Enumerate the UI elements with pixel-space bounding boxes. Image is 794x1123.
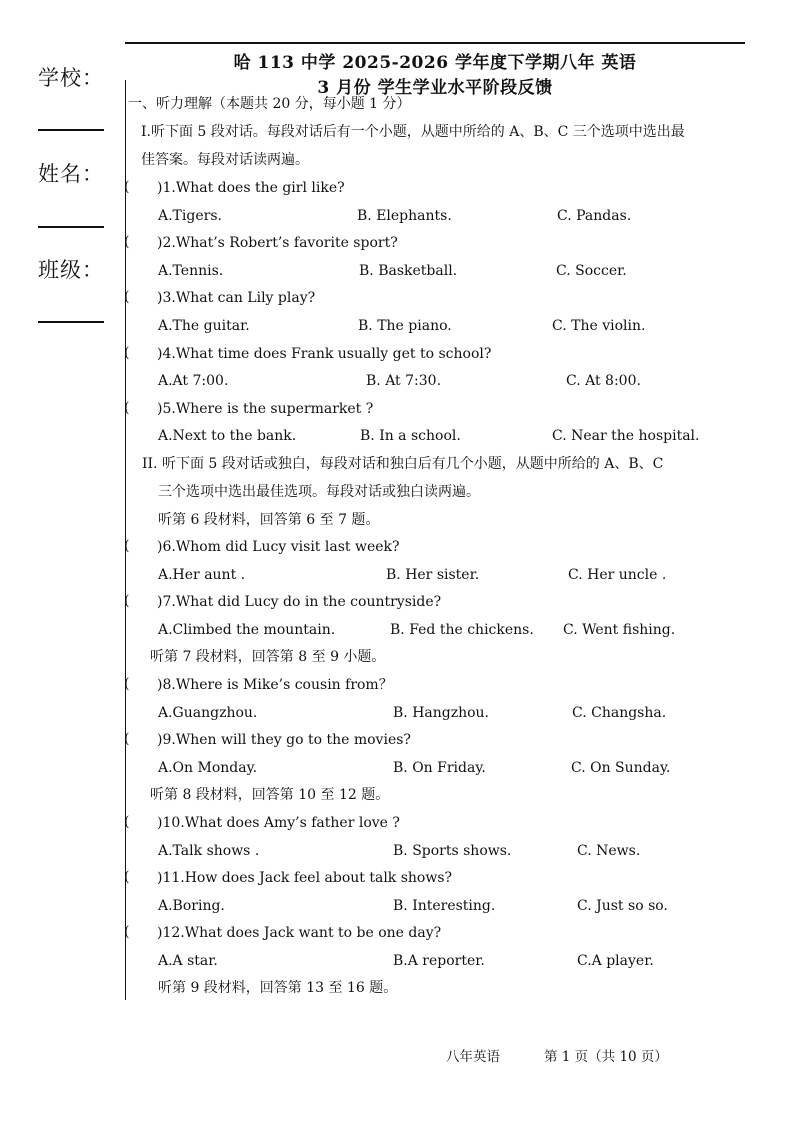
question-12: )12.What does Jack want to be one day?: [157, 925, 442, 941]
answer-paren: (: [124, 676, 130, 692]
question-3-option-b: B. The piano.: [358, 318, 452, 334]
answer-paren: (: [124, 731, 130, 747]
section-heading: 一、听力理解（本题共 20 分，每小题 1 分）: [128, 96, 411, 112]
answer-paren: (: [124, 345, 130, 361]
material-8-note: 听第 8 段材料，回答第 10 至 12 题。: [150, 787, 390, 803]
answer-paren: (: [124, 289, 130, 305]
question-10-option-b: B. Sports shows.: [393, 843, 512, 859]
answer-paren: (: [124, 538, 130, 554]
question-11-option-a: A.Boring.: [158, 898, 225, 914]
question-12-option-b: B.A reporter.: [393, 953, 485, 969]
question-3-option-a: A.The guitar.: [158, 318, 250, 334]
question-9: )9.When will they go to the movies?: [157, 732, 411, 748]
name-blank: [38, 226, 104, 228]
question-8: )8.Where is Mike’s cousin from？: [157, 677, 393, 693]
answer-paren: (: [124, 593, 130, 609]
question-1-option-a: A.Tigers.: [158, 208, 222, 224]
question-5-option-a: A.Next to the bank.: [158, 428, 297, 444]
question-12-option-a: A.A star.: [158, 953, 218, 969]
question-10-option-a: A.Talk shows .: [158, 843, 260, 859]
question-11-option-c: C. Just so so.: [577, 898, 668, 914]
question-4-option-c: C. At 8:00.: [566, 373, 641, 389]
question-6-option-b: B. Her sister.: [386, 567, 480, 583]
part2-instruction-line1: II. 听下面 5 段对话或独白，每段对话和独白后有几个小题，从题中所给的 A、B、C: [142, 456, 664, 472]
question-10-option-c: C. News.: [577, 843, 641, 859]
answer-paren: (: [124, 869, 130, 885]
question-2-option-c: C. Soccer.: [556, 263, 627, 279]
exam-title: 哈 113 中学 2025-2026 学年度下学期八年 英语: [233, 53, 637, 73]
material-9-note: 听第 9 段材料，回答第 13 至 16 题。: [158, 980, 398, 996]
question-6: )6.Whom did Lucy visit last week?: [157, 539, 400, 555]
question-2-option-a: A.Tennis.: [158, 263, 224, 279]
question-7: )7.What did Lucy do in the countryside?: [157, 594, 442, 610]
question-5: )5.Where is the supermarket ?: [157, 401, 374, 417]
exam-subtitle: 3 月份 学生学业水平阶段反馈: [317, 78, 553, 98]
question-8-option-a: A.Guangzhou.: [158, 705, 258, 721]
answer-paren: (: [124, 400, 130, 416]
material-6-note: 听第 6 段材料，回答第 6 至 7 题。: [158, 512, 380, 528]
question-7-option-a: A.Climbed the mountain.: [158, 622, 336, 638]
question-4-option-a: A.At 7:00.: [158, 373, 229, 389]
part1-instruction-line1: I.听下面 5 段对话。每段对话后有一个小题，从题中所给的 A、B、C 三个选项中选出最: [141, 124, 685, 140]
class-blank: [38, 321, 104, 323]
question-4-option-b: B. At 7:30.: [366, 373, 442, 389]
material-7-note: 听第 7 段材料，回答第 8 至 9 小题。: [150, 649, 386, 665]
question-5-option-c: C. Near the hospital.: [552, 428, 700, 444]
question-4: )4.What time does Frank usually get to school?: [157, 346, 492, 362]
question-1-option-c: C. Pandas.: [557, 208, 632, 224]
name-label: 姓名：: [38, 162, 104, 186]
question-11: )11.How does Jack feel about talk shows?: [157, 870, 453, 886]
question-12-option-c: C.A player.: [577, 953, 654, 969]
question-8-option-b: B. Hangzhou.: [393, 705, 490, 721]
question-3-option-c: C. The violin.: [552, 318, 646, 334]
answer-paren: (: [124, 234, 130, 250]
top-rule: [125, 42, 745, 44]
part1-instruction-line2: 佳答案。每段对话读两遍。: [141, 152, 309, 168]
footer-subject: 八年英语: [446, 1049, 500, 1065]
question-1-option-b: B. Elephants.: [357, 208, 452, 224]
question-7-option-c: C. Went fishing.: [563, 622, 676, 638]
question-9-option-b: B. On Friday.: [393, 760, 486, 776]
answer-paren: (: [124, 179, 130, 195]
answer-paren: (: [124, 814, 130, 830]
question-9-option-a: A.On Monday.: [158, 760, 258, 776]
answer-paren: (: [124, 924, 130, 940]
part2-instruction-line2: 三个选项中选出最佳选项。每段对话或独白读两遍。: [158, 484, 480, 500]
question-7-option-b: B. Fed the chickens.: [390, 622, 534, 638]
question-3: )3.What can Lily play?: [157, 290, 316, 306]
question-11-option-b: B. Interesting.: [393, 898, 496, 914]
question-2-option-b: B. Basketball.: [359, 263, 458, 279]
footer-page-number: 第 1 页（共 10 页）: [544, 1049, 668, 1065]
question-10: )10.What does Amy’s father love ?: [157, 815, 400, 831]
question-8-option-c: C. Changsha.: [572, 705, 667, 721]
question-1: )1.What does the girl like?: [157, 180, 345, 196]
question-6-option-a: A.Her aunt .: [158, 567, 246, 583]
school-blank: [38, 129, 104, 131]
question-5-option-b: B. In a school.: [360, 428, 461, 444]
school-label: 学校：: [38, 66, 104, 90]
class-label: 班级：: [38, 258, 104, 282]
question-2: )2.What’s Robert’s favorite sport?: [157, 235, 398, 251]
question-6-option-c: C. Her uncle .: [568, 567, 667, 583]
question-9-option-c: C. On Sunday.: [571, 760, 671, 776]
